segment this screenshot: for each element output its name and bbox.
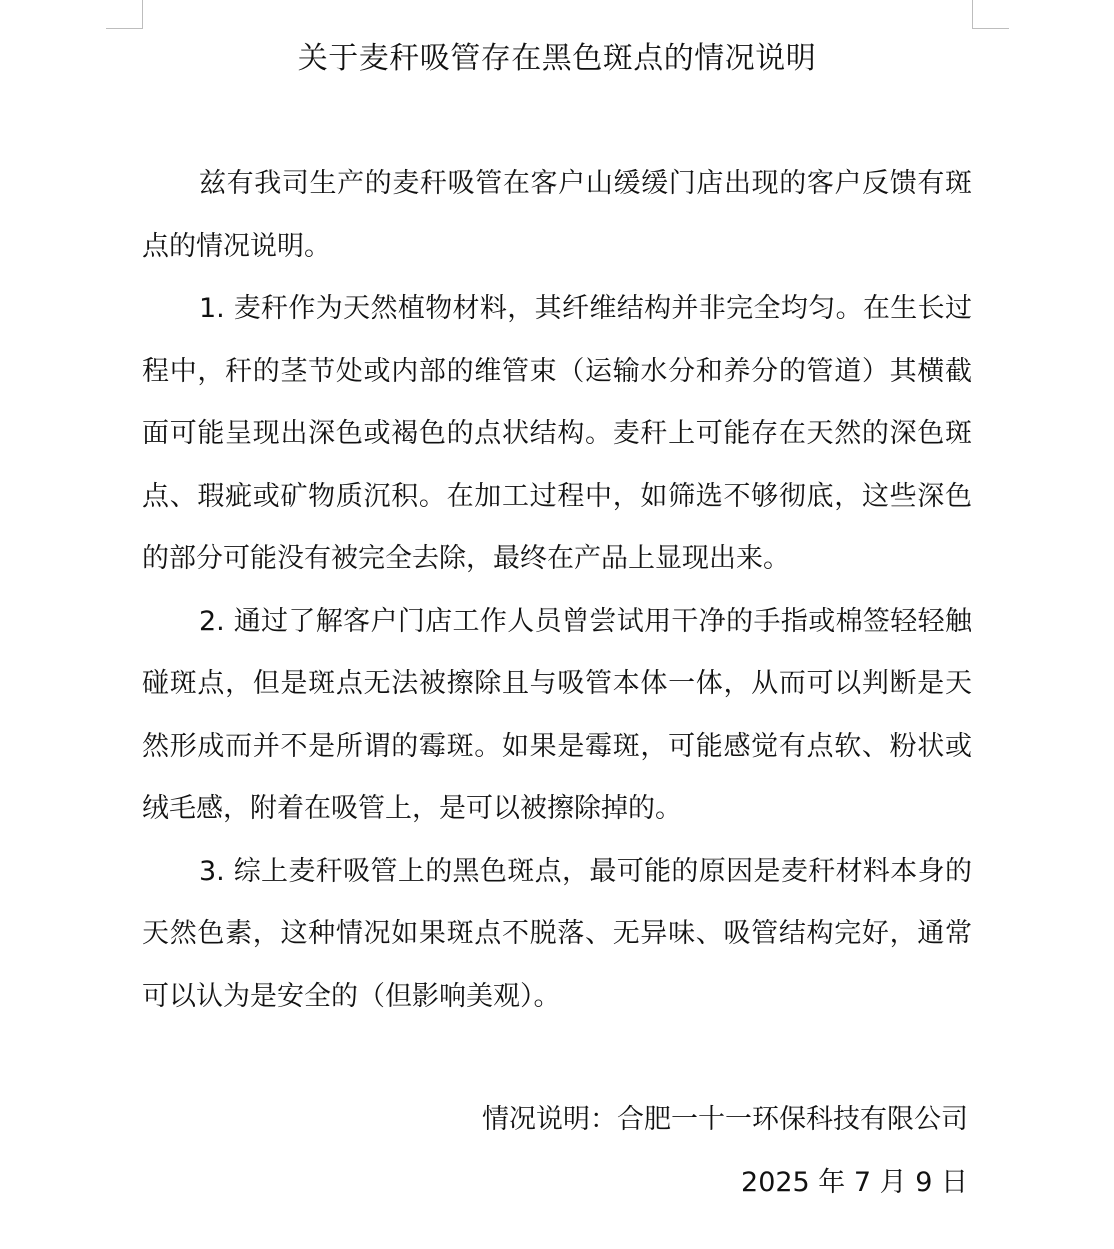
document-title: 关于麦秆吸管存在黑色斑点的情况说明 bbox=[297, 41, 817, 76]
signature-company: 情况说明：合肥一十一环保科技有限公司 bbox=[482, 1104, 968, 1135]
paragraph-point-3: 3. 综上麦秆吸管上的黑色斑点，最可能的原因是麦秆材料本身的天然色素，这种情况如果斑点不脱落、无异味、吸管结构完好，通常可以认为是安全的（但影响美观）。 bbox=[142, 855, 972, 1012]
signature-date: 2025 年 7 月 9 日 bbox=[741, 1167, 968, 1198]
margin-corner-top-right bbox=[972, 0, 1009, 29]
document-body bbox=[142, 153, 972, 1028]
paragraph-point-2: 2. 通过了解客户门店工作人员曾尝试用干净的手指或棉签轻轻触碰斑点，但是斑点无法被擦除且与吸管本体一体，从而可以判断是天然形成而并不是所谓的霉斑。如果是霉斑，可能感觉有点软、粉状或绒毛感，附着在吸管上，是可以被擦除掉的。 bbox=[142, 605, 972, 824]
margin-corner-top-left bbox=[106, 0, 143, 29]
paragraph-intro: 兹有我司生产的麦秆吸管在客户山缓缓门店出现的客户反馈有斑点的情况说明。 bbox=[142, 168, 972, 262]
paragraph-point-1: 1. 麦秆作为天然植物材料，其纤维结构并非完全均匀。在生长过程中，秆的茎节处或内部的维管束（运输水分和养分的管道）其横截面可能呈现出深色或褐色的点状结构。麦秆上可能存在天然的深色斑点、瑕疵或矿物质沉积。在加工过程中，如筛选不够彻底，这些深色的部分可能没有被完全去除，最终在产品上显现出来。 bbox=[142, 293, 972, 574]
